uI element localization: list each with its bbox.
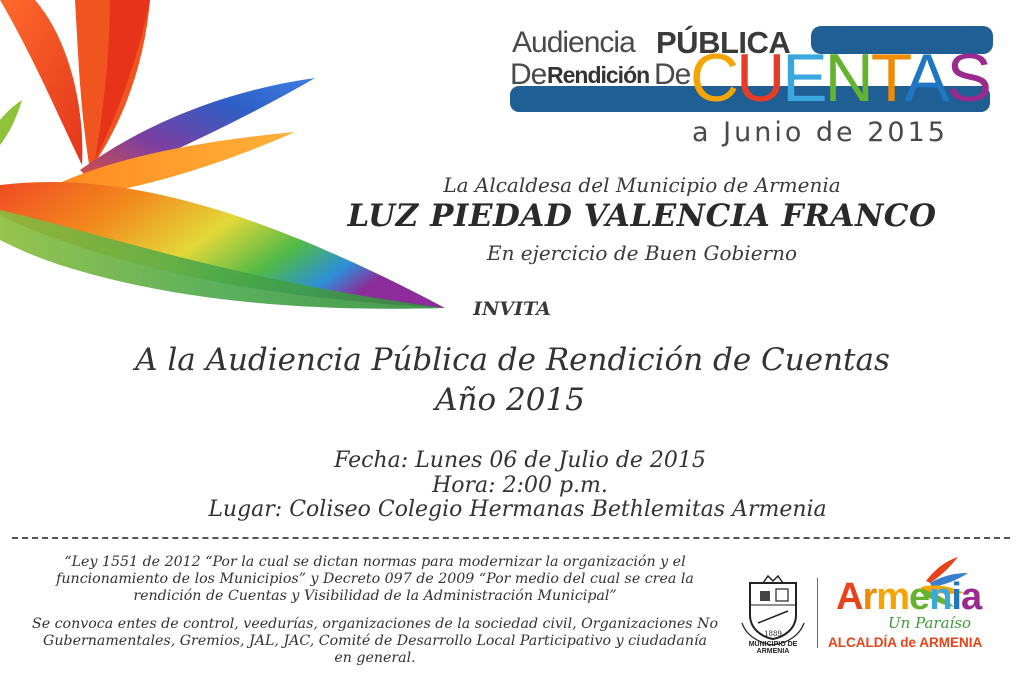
logo-de-word: De (510, 58, 547, 91)
armenia-letter: A (836, 576, 863, 618)
convocation-line: Se convoca entes de control, veedurías, organizaciones de la sociedad civil, Organizaciones No (31, 616, 719, 632)
legal-reference-line: “Ley 1551 de 2012 “Por la cual se dictan normas para modernizar la organización y el (64, 554, 686, 570)
legal-reference-line: rendición de Cuentas y Visibilidad de la Administración Municipal” (133, 588, 617, 604)
cuentas-letter: E (782, 40, 825, 116)
cuentas-letter: S (946, 40, 989, 116)
cuentas-letter: C (690, 40, 737, 116)
legal-reference-text (30, 554, 720, 605)
logo-cuentas-word (690, 40, 989, 116)
armenia-wordmark (836, 576, 981, 619)
cuentas-letter: T (870, 40, 905, 116)
convocation-text (30, 616, 720, 667)
logo-publica-word: PÚBLICA (656, 25, 791, 60)
armenia-letter: n (929, 576, 952, 618)
event-date: Fecha: Lunes 06 de Julio de 2015 (334, 448, 706, 473)
cuentas-letter: U (736, 40, 783, 116)
convocation-line: en general. (334, 650, 416, 666)
logo-audiencia-word: Audiencia (512, 26, 635, 59)
bird-of-paradise-flower-illustration (0, 0, 450, 320)
alcaldesa-line: La Alcaldesa del Municipio de Armenia (443, 173, 841, 197)
event-location: Lugar: Coliseo Colegio Hermanas Bethlemitas Armenia (208, 497, 827, 522)
legal-reference-line: funcionamiento de los Municipios” y Decreto 097 de 2009 “Por medio del cual se crea la (56, 571, 694, 587)
buen-gobierno-line: En ejercicio de Buen Gobierno (486, 241, 798, 265)
event-time: Hora: 2:00 p.m. (432, 473, 608, 498)
armenia-letter: i (951, 576, 961, 618)
logo-date-line: a Junio de 2015 (692, 117, 948, 148)
armenia-letter: a (960, 576, 982, 618)
municipio-label: MUNICIPIO DE ARMENIA (748, 641, 798, 655)
armenia-letter: m (876, 576, 910, 618)
armenia-letter: e (909, 576, 930, 618)
cuentas-letter: N (824, 40, 871, 116)
event-title-line-2: Año 2015 (435, 382, 585, 418)
invita-label: INVITA (473, 298, 551, 320)
alcaldia-label: ALCALDÍA de ARMENIA (828, 635, 983, 650)
logo-separator (817, 578, 818, 648)
logo-de-word-2: De (654, 58, 691, 91)
convocation-line: Gubernamentales, Gremios, JAL, JAC, Comité de Desarrollo Local Participativo y ciudadanía (43, 633, 707, 649)
armenia-letter: r (862, 576, 877, 618)
armenia-tagline: Un Paraíso (888, 614, 972, 632)
mayor-name: LUZ PIEDAD VALENCIA FRANCO (347, 198, 937, 234)
dashed-divider (12, 537, 1010, 539)
event-title-line-1: A la Audiencia Pública de Rendición de Cuentas (135, 342, 890, 378)
logo-rendicion-word: Rendición (547, 62, 650, 88)
coat-of-arms-year: 1889 (764, 630, 782, 638)
cuentas-letter: A (904, 40, 947, 116)
